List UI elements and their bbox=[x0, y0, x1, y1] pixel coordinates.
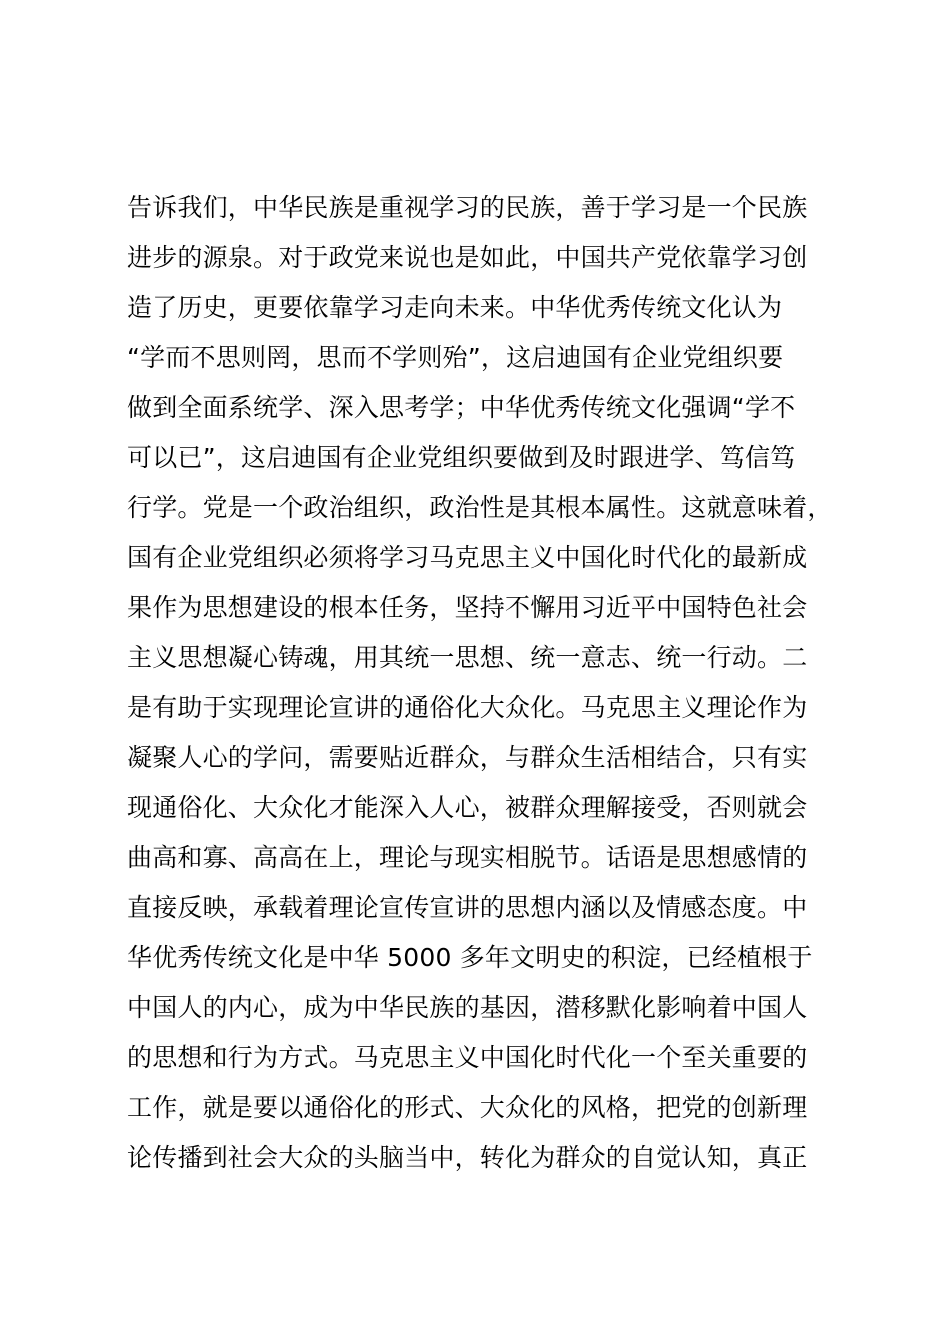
text-line: 主义思想凝心铸魂，用其统一思想、统一意志、统一行动。二 bbox=[127, 643, 808, 672]
text-line: 华优秀传统文化是中华 5000 多年文明史的积淀，已经植根于 bbox=[127, 943, 813, 972]
text-line: 是有助于实现理论宣讲的通俗化大众化。马克思主义理论作为 bbox=[127, 693, 808, 722]
text-line: 论传播到社会大众的头脑当中，转化为群众的自觉认知，真正 bbox=[127, 1143, 808, 1172]
text-line: 凝聚人心的学问，需要贴近群众，与群众生活相结合，只有实 bbox=[127, 743, 808, 772]
text-line: 直接反映，承载着理论宣传宣讲的思想内涵以及情感态度。中 bbox=[127, 893, 808, 922]
text-line: 工作，就是要以通俗化的形式、大众化的风格，把党的创新理 bbox=[127, 1093, 808, 1122]
text-line: 做到全面系统学、深入思考学；中华优秀传统文化强调“学不 bbox=[127, 393, 796, 422]
text-line: 可以已”，这启迪国有企业党组织要做到及时跟进学、笃信笃 bbox=[127, 443, 796, 472]
body-text bbox=[127, 186, 867, 1186]
text-line: 果作为思想建设的根本任务，坚持不懈用习近平中国特色社会 bbox=[127, 593, 808, 622]
text-line: 行学。党是一个政治组织，政治性是其根本属性。这就意味着， bbox=[127, 493, 833, 522]
text-line: “学而不思则罔，思而不学则殆”，这启迪国有企业党组织要 bbox=[127, 343, 784, 372]
text-line: 国有企业党组织必须将学习马克思主义中国化时代化的最新成 bbox=[127, 543, 808, 572]
text-line: 进步的源泉。对于政党来说也是如此，中国共产党依靠学习创 bbox=[127, 243, 808, 272]
text-line: 曲高和寡、高高在上，理论与现实相脱节。话语是思想感情的 bbox=[127, 843, 808, 872]
text-line: 的思想和行为方式。马克思主义中国化时代化一个至关重要的 bbox=[127, 1043, 808, 1072]
text-line: 中国人的内心，成为中华民族的基因，潜移默化影响着中国人 bbox=[127, 993, 808, 1022]
text-line: 现通俗化、大众化才能深入人心，被群众理解接受，否则就会 bbox=[127, 793, 808, 822]
text-line: 造了历史，更要依靠学习走向未来。中华优秀传统文化认为 bbox=[127, 293, 783, 322]
text-line: 告诉我们，中华民族是重视学习的民族，善于学习是一个民族 bbox=[127, 193, 808, 222]
